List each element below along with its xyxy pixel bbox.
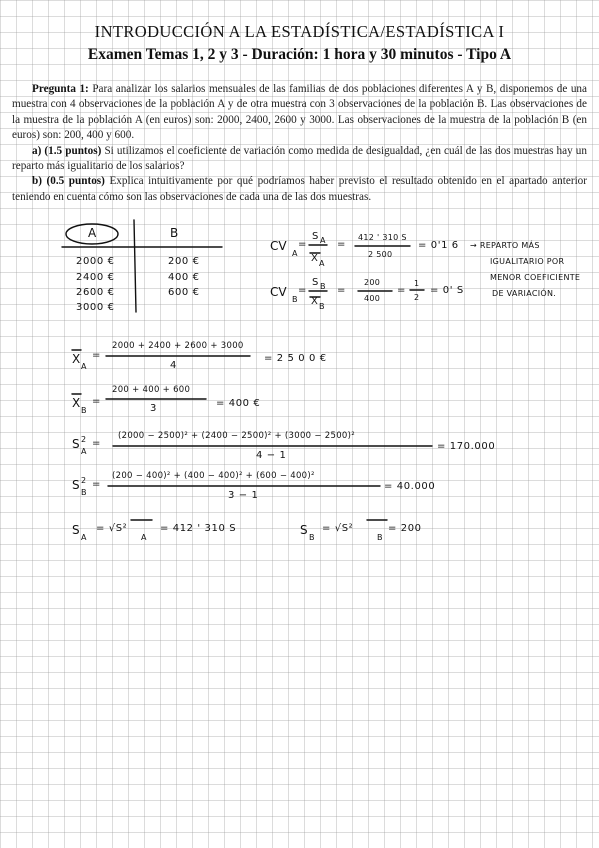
cv-b-eq2: = [337, 285, 346, 296]
cv-a-eq2: = [337, 239, 346, 250]
mean-a-numerator: 2000 + 2400 + 2600 + 3000 [112, 341, 244, 351]
cv-a-num-sub: A [320, 236, 326, 245]
cv-a-den-sub: A [319, 259, 325, 268]
cv-a-sub: A [292, 249, 298, 258]
part-b-label: b) (0.5 puntos) [32, 175, 105, 188]
exam-title: INTRODUCCIÓN A LA ESTADÍSTICA/ESTADÍSTICA I [94, 22, 505, 41]
cv-b-den: X [311, 296, 319, 307]
question-part-b [12, 174, 587, 205]
cv-b-num3: 1 [414, 279, 420, 288]
var-a-sup: 2 [81, 435, 87, 444]
cv-b-eq1: = [298, 285, 307, 296]
sd-b-expr: = √S² [322, 523, 354, 534]
sd-b-expr-sub: B [377, 533, 383, 542]
exam-subtitle: Examen Temas 1, 2 y 3 - Duración: 1 hora y 30 minutos - Tipo A [87, 46, 512, 63]
question-intro [12, 82, 587, 144]
cv-b-result: = 0' S [430, 285, 464, 296]
var-b-eq: = [92, 479, 101, 490]
var-a-sub: A [81, 447, 87, 456]
var-b-numerator: (200 − 400)² + (400 − 400)² + (600 − 400)² [112, 471, 315, 481]
mean-a-eq: = [92, 350, 101, 361]
cv-b-num2: 200 [364, 278, 381, 287]
var-b-sup: 2 [81, 476, 87, 485]
table-cell-a-1: 2000 € [76, 256, 115, 267]
var-b-sub: B [81, 488, 87, 497]
part-a-label: a) (1.5 puntos) [32, 144, 102, 157]
table-cell-a-2: 2400 € [76, 272, 115, 283]
cv-a-result: = 0'1 6 [418, 240, 459, 251]
question-block [12, 82, 587, 205]
sd-b-label: S [300, 523, 308, 537]
var-b-denominator: 3 − 1 [228, 490, 259, 501]
conclusion-line-1: → REPARTO MÁS [470, 241, 540, 250]
table-cell-b-2: 400 € [168, 272, 200, 283]
cv-b-label: CV [270, 285, 287, 299]
mean-a-denominator: 4 [170, 360, 177, 371]
cv-b-den-sub: B [319, 302, 325, 311]
var-b-result: = 40.000 [384, 481, 436, 492]
sd-a-result: = 412 ' 310 S [160, 523, 237, 534]
sd-b-sub: B [309, 533, 315, 542]
mean-b-eq: = [92, 396, 101, 407]
table-cell-b-1: 200 € [168, 256, 200, 267]
cv-b-num: S [312, 277, 319, 288]
cv-b-num-sub: B [320, 282, 326, 291]
var-a-result: = 170.000 [437, 441, 496, 452]
sd-a-expr-sub: A [141, 533, 147, 542]
var-b-label: S [72, 478, 80, 492]
table-cell-a-4: 3000 € [76, 302, 115, 313]
part-b-text: Explica intuitivamente por qué podríamos haber previsto el resultado obtenido en el apartado anterior teniendo en cuenta cómo son las observaciones de cada una de las dos muestras. [12, 175, 587, 203]
mean-a-label: X [72, 352, 81, 366]
sd-a-label: S [72, 523, 80, 537]
part-a-text: Si utilizamos el coeficiente de variación como medida de desigualdad, ¿en cuál de las dos muestras hay un reparto más igualitario de los salarios? [12, 144, 587, 173]
table-cell-a-3: 2600 € [76, 287, 115, 298]
sd-b-result: = 200 [388, 523, 422, 534]
mean-b-sub: B [81, 406, 87, 415]
cv-a-den: X [311, 253, 319, 264]
table-header-b: B [170, 226, 179, 240]
cv-b-sub: B [292, 295, 298, 304]
mean-b-denominator: 3 [150, 403, 157, 414]
question-intro-text: Para analizar los salarios mensuales de las familias de dos poblaciones diferentes A y B, disponemos de una muestra con 4 observaciones de la población A y de otra muestra con 3 observaciones de la población B. Las observaciones de la muestra de la población A (en euros) son: 2000, 2400, 2600 y 3000. Las observaciones de la muestra de la población B (en euros) son: 200, 400 y 600. [12, 83, 587, 142]
var-a-denominator: 4 − 1 [256, 450, 287, 461]
cv-a-num2: 412 ' 310 S [358, 233, 407, 242]
cv-a-eq1: = [298, 239, 307, 250]
table-header-a: A [88, 226, 97, 240]
cv-a-label: CV [270, 239, 287, 253]
var-a-label: S [72, 437, 80, 451]
table-vertical-rule [134, 220, 136, 312]
mean-a-result: = 2 5 0 0 € [264, 353, 327, 364]
cv-a-den2: 2 500 [368, 250, 393, 259]
sd-a-sub: A [81, 533, 87, 542]
sd-a-expr: = √S² [96, 523, 128, 534]
table-cell-b-3: 600 € [168, 287, 200, 298]
mean-b-label: X [72, 396, 81, 410]
cv-b-eq3: = [397, 285, 406, 296]
cv-b-den3: 2 [414, 293, 420, 302]
var-a-numerator: (2000 − 2500)² + (2400 − 2500)² + (3000 − 2500)² [118, 431, 355, 441]
var-a-eq: = [92, 438, 101, 449]
cv-b-den2: 400 [364, 294, 381, 303]
conclusion-line-4: DE VARIACIÓN. [492, 289, 557, 298]
cv-a-num: S [312, 231, 319, 242]
mean-b-numerator: 200 + 400 + 600 [112, 385, 191, 395]
mean-b-result: = 400 € [216, 398, 261, 409]
conclusion-line-3: MENOR COEFICIENTE [490, 273, 581, 282]
mean-a-sub: A [81, 362, 87, 371]
question-label: Pregunta 1: [32, 83, 89, 95]
question-part-a [12, 144, 587, 175]
conclusion-line-2: IGUALITARIO POR [490, 257, 565, 266]
